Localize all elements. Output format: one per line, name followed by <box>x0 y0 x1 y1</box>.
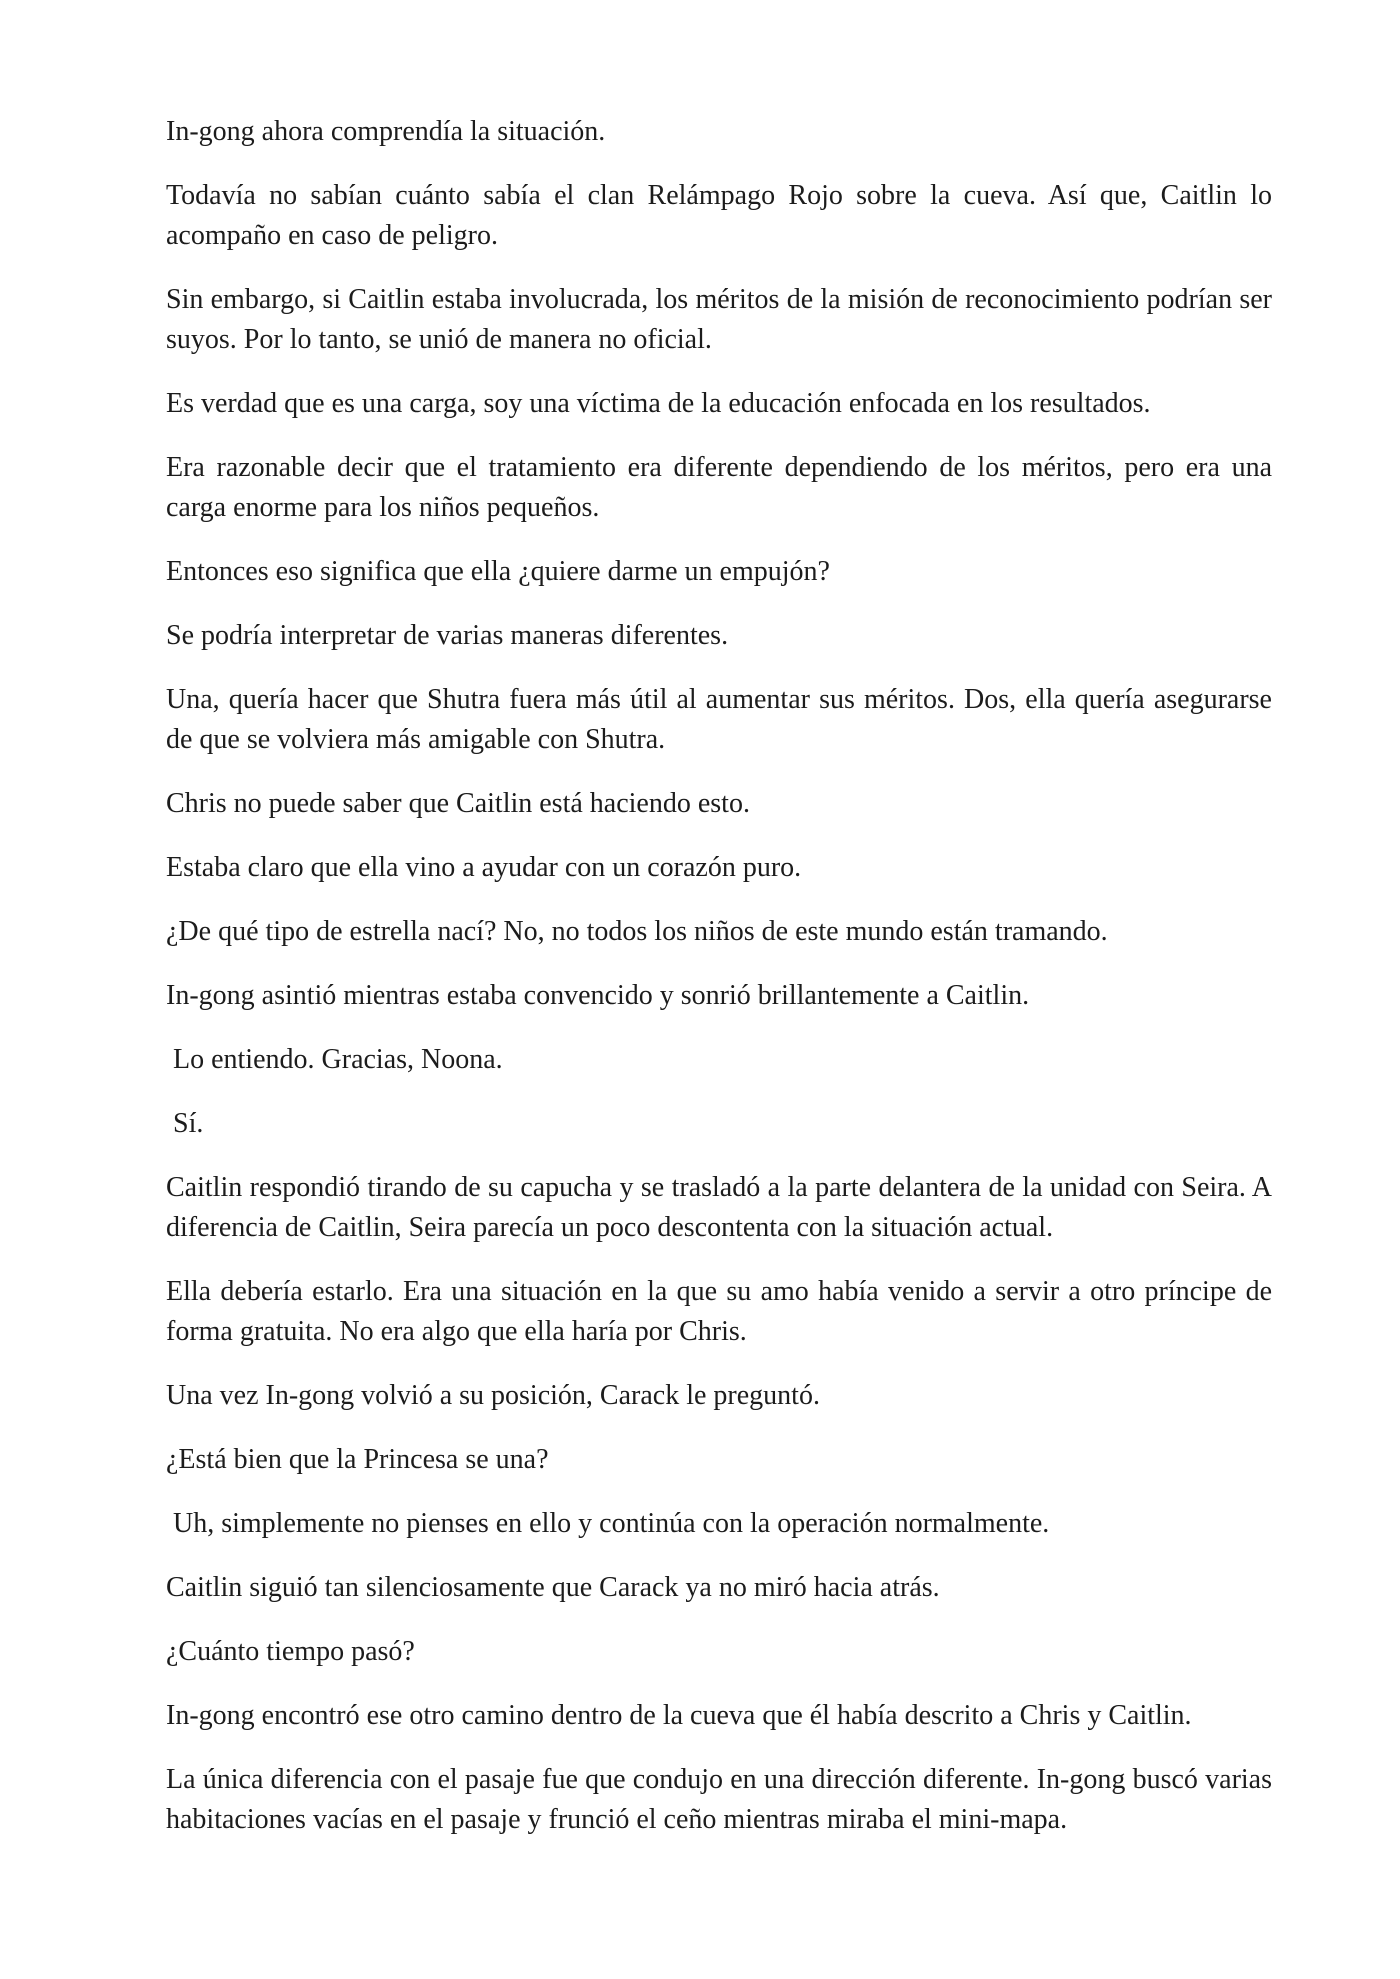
paragraph: Es verdad que es una carga, soy una víctima de la educación enfocada en los resultados. <box>166 388 1151 419</box>
paragraph: Caitlin respondió tirando de su capucha y se trasladó a la parte delantera de la unidad con Seira. A diferencia de Caitlin, Seira parecía un poco descontenta con la situación actual. <box>166 1172 1279 1243</box>
paragraph: Caitlin siguió tan silenciosamente que Carack ya no miró hacia atrás. <box>166 1572 940 1603</box>
paragraph: Era razonable decir que el tratamiento era diferente dependiendo de los méritos, pero era una carga enorme para los niños pequeños. <box>166 452 1279 523</box>
paragraph: La única diferencia con el pasaje fue que condujo en una dirección diferente. In-gong buscó varias habitaciones vacías en el pasaje y frunció el ceño mientras miraba el mini-mapa. <box>166 1764 1279 1835</box>
document-body <box>166 112 1279 1864</box>
paragraph: Todavía no sabían cuánto sabía el clan Relámpago Rojo sobre la cueva. Así que, Caitlin lo acompaño en caso de peligro. <box>166 180 1279 251</box>
paragraph: In-gong asintió mientras estaba convencido y sonrió brillantemente a Caitlin. <box>166 980 1030 1011</box>
dialogue-line: ¿Está bien que la Princesa se una? <box>166 1444 549 1475</box>
paragraph: Ella debería estarlo. Era una situación en la que su amo había venido a servir a otro príncipe de forma gratuita. No era algo que ella haría por Chris. <box>166 1276 1279 1347</box>
paragraph: Estaba claro que ella vino a ayudar con un corazón puro. <box>166 852 802 883</box>
paragraph: Sin embargo, si Caitlin estaba involucrada, los méritos de la misión de reconocimiento podrían ser suyos. Por lo tanto, se unió de manera no oficial. <box>166 284 1279 355</box>
paragraph: ¿Cuánto tiempo pasó? <box>166 1636 415 1667</box>
dialogue-line: Sí. <box>166 1108 204 1139</box>
paragraph: Se podría interpretar de varias maneras diferentes. <box>166 620 729 651</box>
dialogue-line: Uh, simplemente no pienses en ello y continúa con la operación normalmente. <box>166 1508 1050 1539</box>
paragraph: In-gong encontró ese otro camino dentro de la cueva que él había descrito a Chris y Caitlin. <box>166 1700 1192 1731</box>
paragraph: Una vez In-gong volvió a su posición, Carack le preguntó. <box>166 1380 820 1411</box>
paragraph: In-gong ahora comprendía la situación. <box>166 116 606 147</box>
paragraph: Una, quería hacer que Shutra fuera más útil al aumentar sus méritos. Dos, ella quería asegurarse de que se volviera más amigable con Shutra. <box>166 684 1279 755</box>
paragraph: Entonces eso significa que ella ¿quiere darme un empujón? <box>166 556 830 587</box>
dialogue-line: Lo entiendo. Gracias, Noona. <box>166 1044 503 1075</box>
paragraph: Chris no puede saber que Caitlin está haciendo esto. <box>166 788 750 819</box>
paragraph: ¿De qué tipo de estrella nací? No, no todos los niños de este mundo están tramando. <box>166 916 1108 947</box>
